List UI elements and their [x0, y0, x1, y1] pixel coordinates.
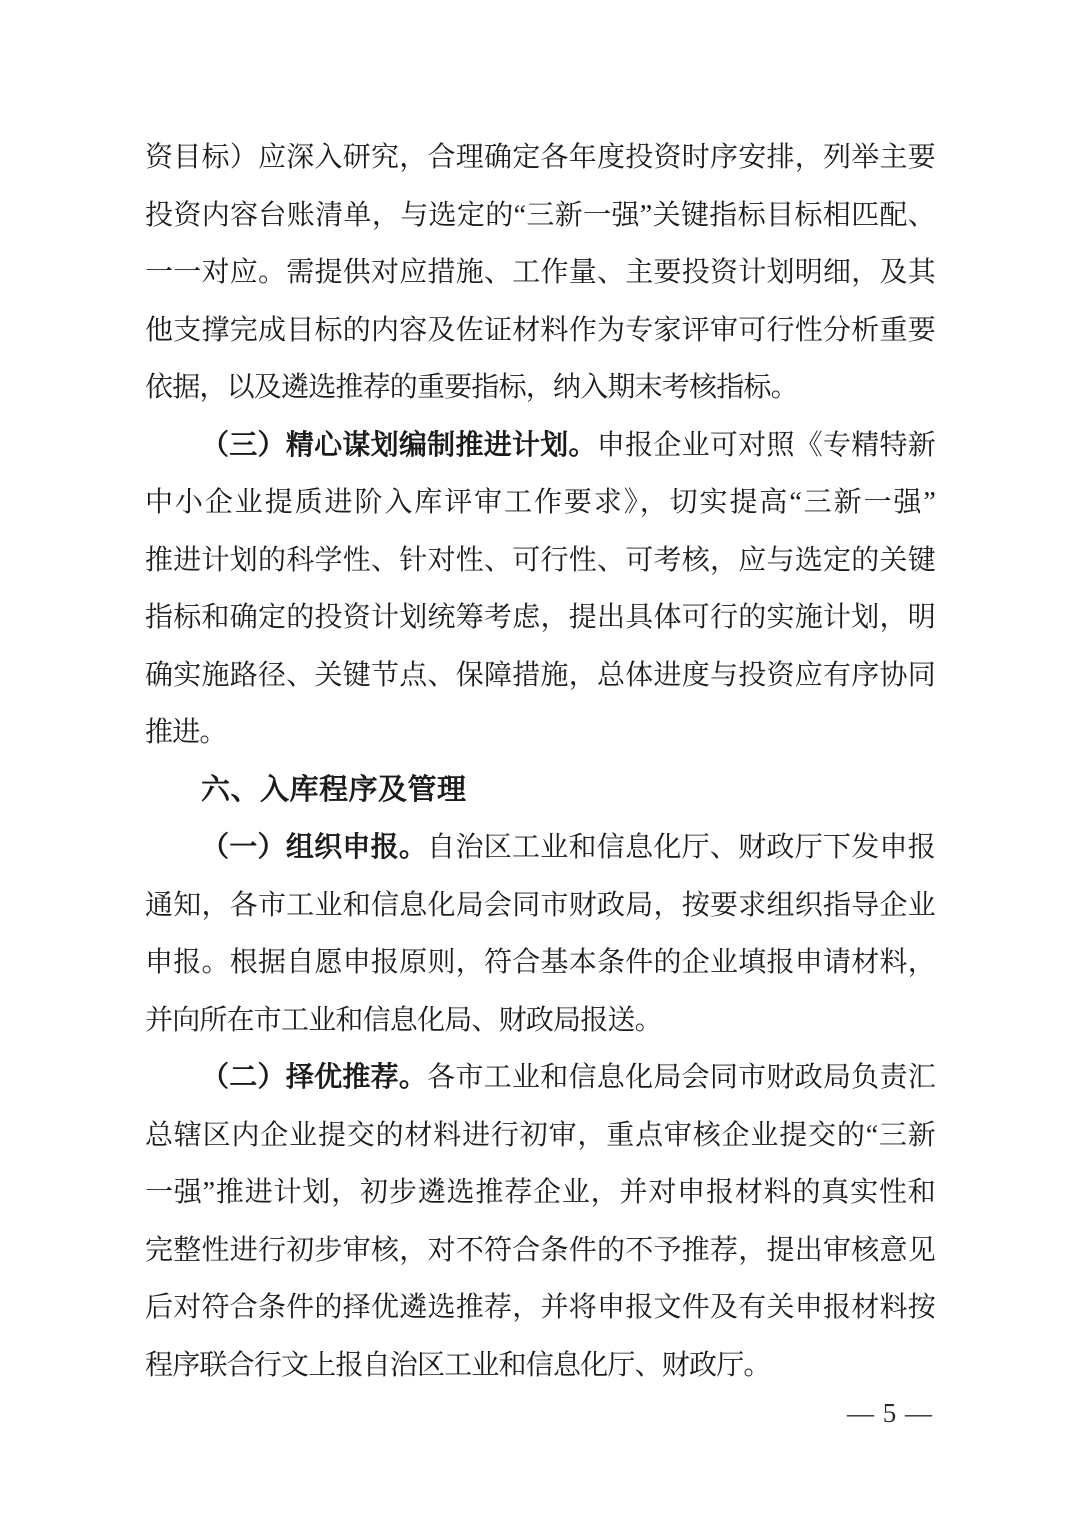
text-segment: 资目标）应深入研究，合理确定各年度投资时序安排，列举主要 — [145, 142, 935, 173]
text-segment: 投资内容台账清单，与选定的“三新一强”关键指标目标相匹配、 — [145, 199, 935, 231]
text-segment: 推进。 — [145, 717, 227, 748]
text-segment: 总辖区内企业提交的材料进行初审，重点审核企业提交的“三新 — [145, 1119, 935, 1151]
text-line — [145, 1107, 935, 1165]
text-segment: 中小企业提质进阶入库评审工作要求》，切实提高“三新一强” — [145, 487, 935, 518]
text-line — [145, 244, 935, 302]
text-segment: 他支撑完成目标的内容及佐证材料作为专家评审可行性分析重要 — [145, 314, 935, 346]
text-line — [145, 1049, 935, 1107]
text-line — [145, 992, 935, 1050]
text-line — [145, 877, 935, 935]
text-line — [145, 589, 935, 647]
text-segment: 自治区工业和信息化厅、财政厅下发申报 — [427, 832, 935, 863]
text-line — [145, 474, 935, 532]
paragraph-lead: （三）精心谋划编制推进计划。 — [201, 429, 597, 461]
text-line — [145, 532, 935, 590]
text-line — [145, 704, 935, 762]
text-segment: 依据，以及遴选推荐的重要指标，纳入期末考核指标。 — [145, 372, 798, 403]
paragraph-lead: （二）择优推荐。 — [201, 1062, 428, 1093]
text-line — [145, 1337, 935, 1395]
text-segment: 一强”推进计划，初步遴选推荐企业，并对申报材料的真实性和 — [145, 1177, 935, 1208]
text-segment: 申报企业可对照《专精特新 — [596, 429, 935, 461]
text-segment: 申报。根据自愿申报原则，符合基本条件的企业填报申请材料， — [145, 947, 935, 978]
text-line — [145, 359, 935, 417]
text-segment: 一一对应。需提供对应措施、工作量、主要投资计划明细，及其 — [145, 257, 935, 288]
page-number: — 5 — — [847, 1398, 933, 1428]
text-segment: 程序联合行文上报自治区工业和信息化厅、财政厅。 — [145, 1349, 771, 1381]
text-line — [145, 647, 935, 705]
text-line — [145, 302, 935, 360]
text-segment: 通知，各市工业和信息化局会同市财政局，按要求组织指导企业 — [145, 889, 935, 921]
document-body — [145, 129, 935, 1394]
text-segment: 推进计划的科学性、针对性、可行性、可考核，应与选定的关键 — [145, 544, 935, 576]
text-line — [145, 129, 935, 187]
text-segment: 确实施路径、关键节点、保障措施，总体进度与投资应有序协同 — [145, 659, 935, 691]
text-line — [145, 1222, 935, 1280]
text-segment: 各市工业和信息化局会同市财政局负责汇 — [427, 1062, 935, 1093]
text-segment: 完整性进行初步审核，对不符合条件的不予推荐，提出审核意见 — [145, 1234, 935, 1266]
text-segment: 并向所在市工业和信息化局、财政局报送。 — [145, 1004, 662, 1036]
text-line — [145, 1279, 935, 1337]
text-line — [145, 1164, 935, 1222]
text-line — [145, 934, 935, 992]
text-line — [145, 417, 935, 475]
text-segment: 后对符合条件的择优遴选推荐，并将申报文件及有关申报材料按 — [145, 1292, 935, 1323]
text-segment: 指标和确定的投资计划统筹考虑，提出具体可行的实施计划，明 — [145, 602, 935, 633]
paragraph-lead: （一）组织申报。 — [201, 832, 428, 863]
text-line — [145, 187, 935, 245]
paragraph-lead: 六、入库程序及管理 — [201, 773, 467, 806]
section-heading — [145, 762, 935, 820]
text-line — [145, 819, 935, 877]
